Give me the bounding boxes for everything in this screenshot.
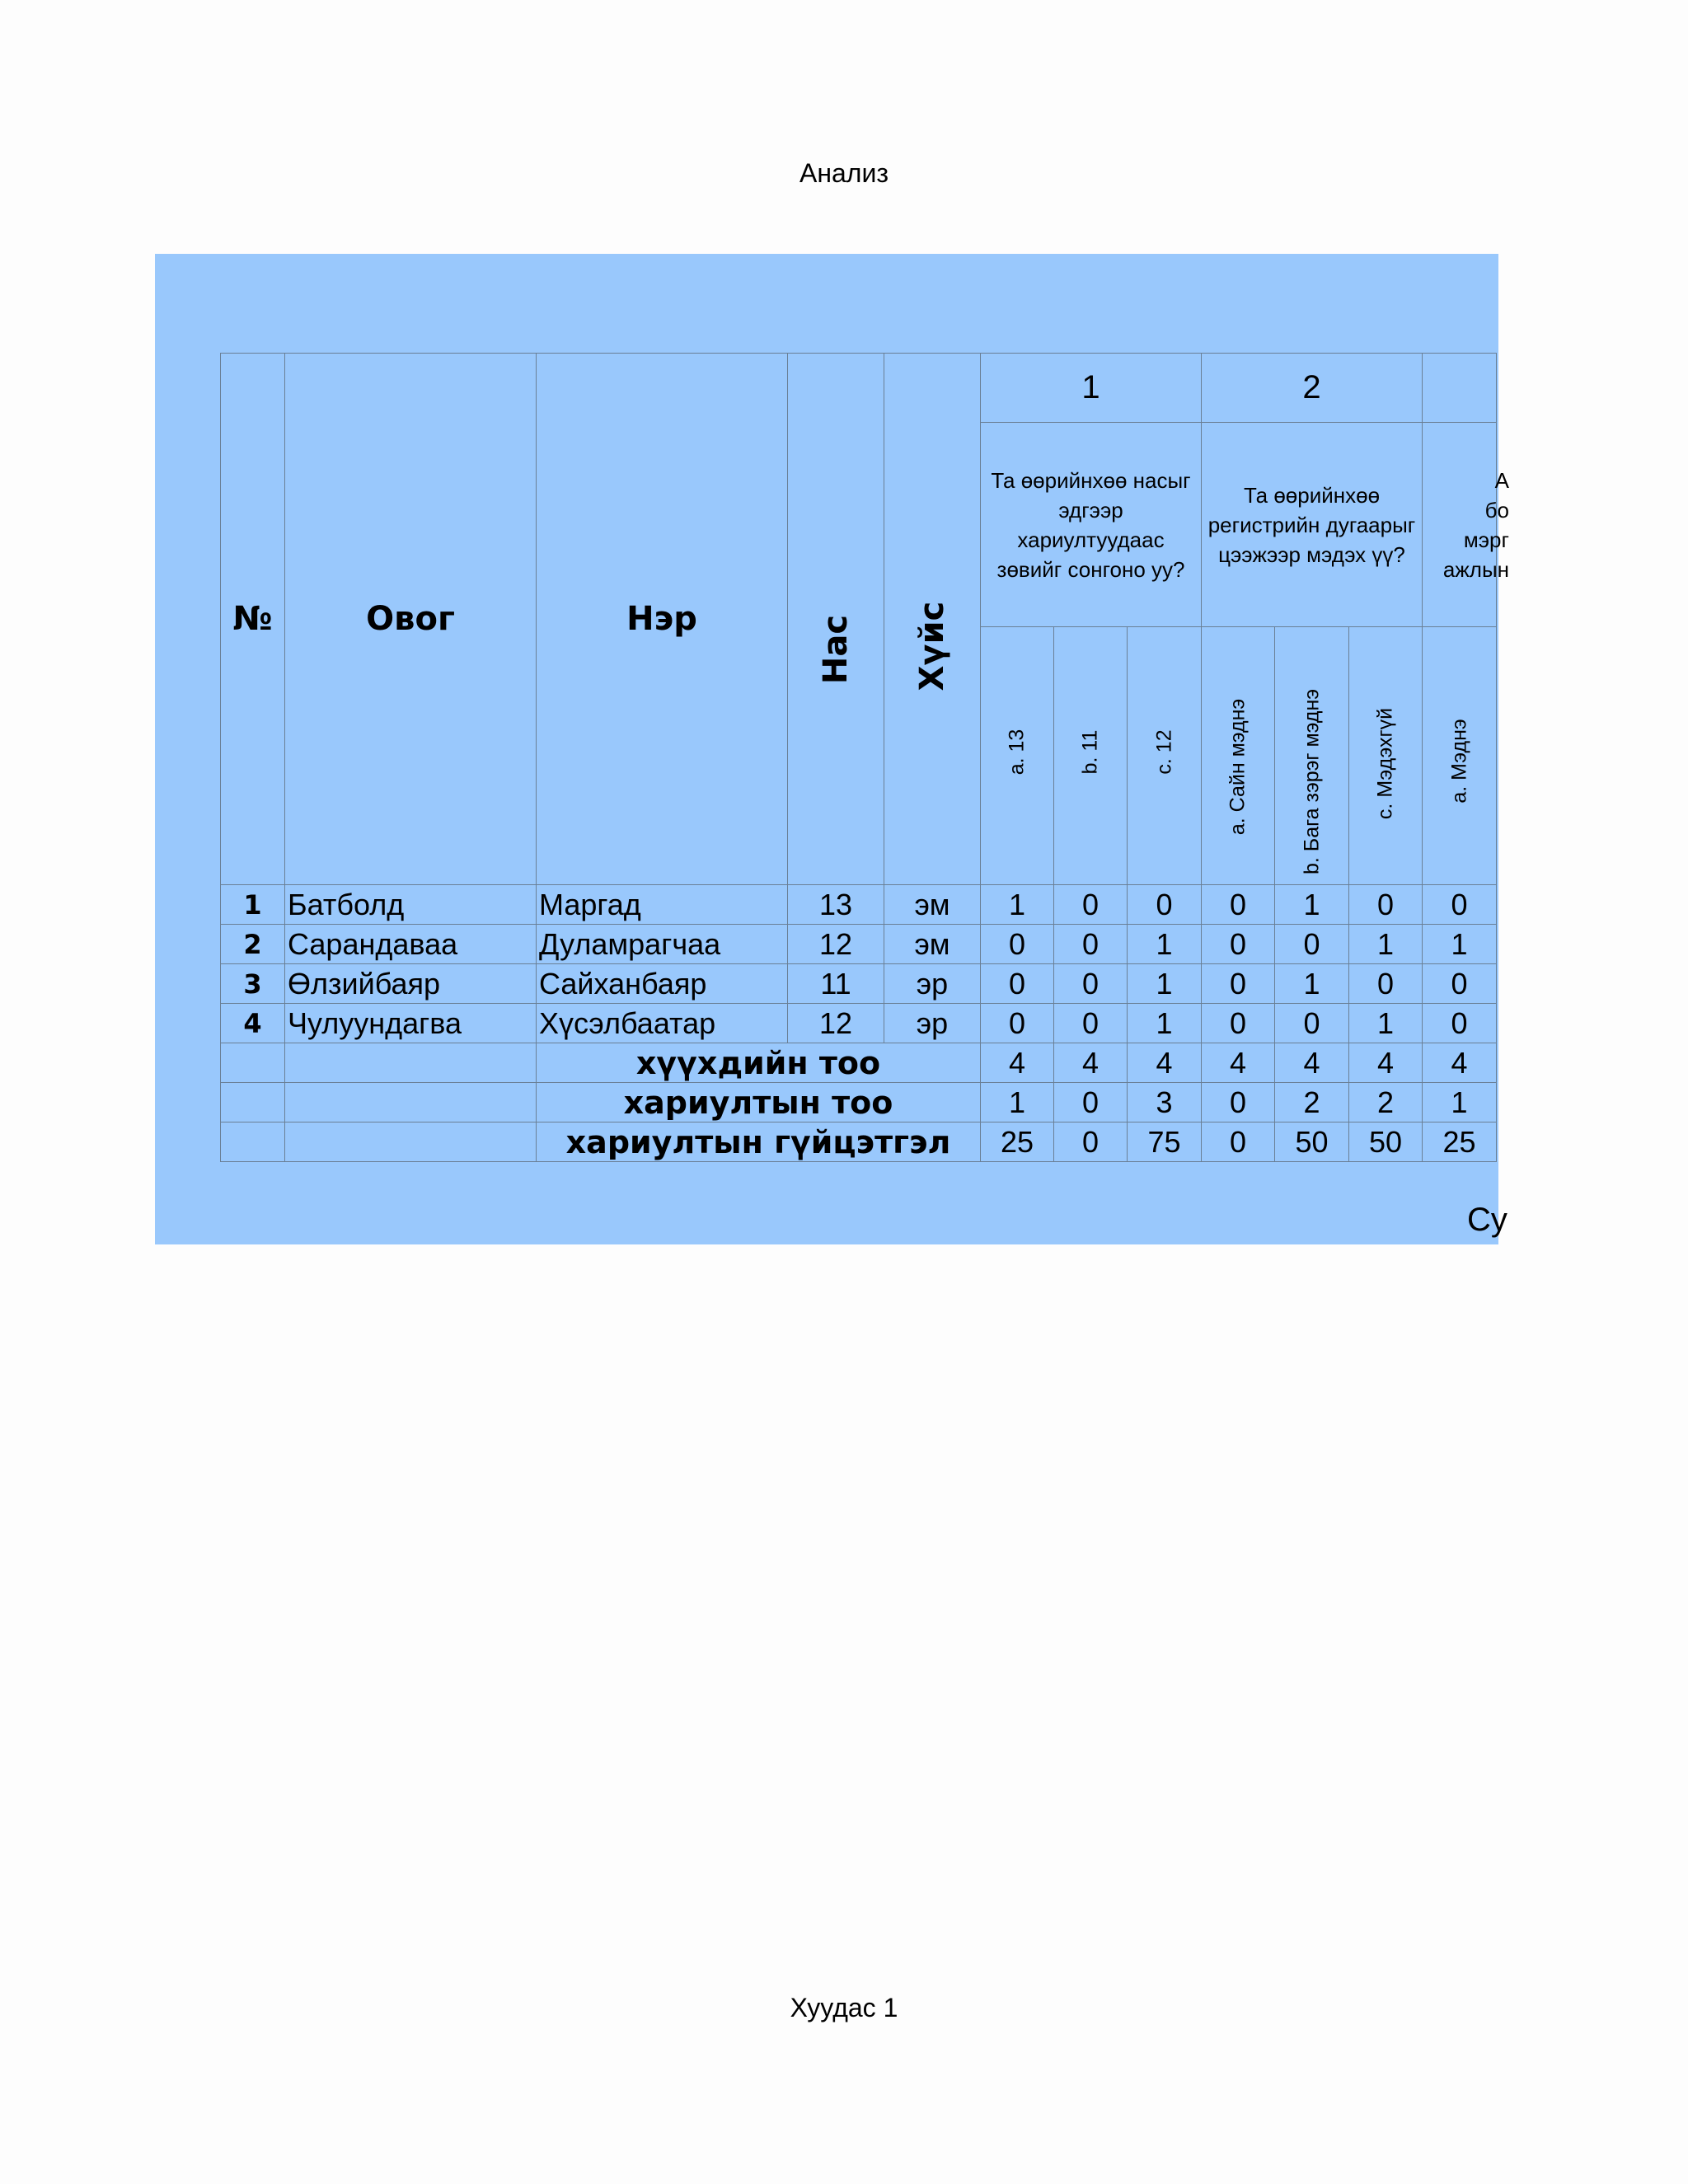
summary-empty-cell bbox=[285, 1083, 537, 1122]
row-answer-value: 0 bbox=[1054, 925, 1128, 964]
header-age-label: Нас bbox=[817, 614, 855, 685]
option-2b-label: b. Бага зэрэг мэднэ bbox=[1300, 688, 1323, 875]
summary-empty-cell bbox=[221, 1122, 285, 1162]
row-answer-value: 0 bbox=[1202, 964, 1275, 1004]
summary-row bbox=[221, 1083, 1497, 1122]
row-answer-value: 0 bbox=[1054, 964, 1128, 1004]
row-answer-value: 1 bbox=[1275, 885, 1349, 925]
row-answer-value: 1 bbox=[1349, 925, 1423, 964]
row-number: 3 bbox=[221, 964, 285, 1004]
row-gender: эр bbox=[884, 964, 981, 1004]
table-row bbox=[221, 885, 1497, 925]
row-gender: эм bbox=[884, 885, 981, 925]
row-answer-value: 0 bbox=[1275, 1004, 1349, 1043]
row-answer-value: 0 bbox=[1349, 885, 1423, 925]
row-surname: Сарандаваа bbox=[285, 925, 537, 964]
row-answer-value: 0 bbox=[981, 964, 1054, 1004]
option-1a-label: a. 13 bbox=[1005, 729, 1029, 776]
row-gender: эр bbox=[884, 1004, 981, 1043]
row-answer-value: 0 bbox=[1202, 925, 1275, 964]
summary-value: 4 bbox=[1349, 1043, 1423, 1083]
page-header: Анализ bbox=[799, 158, 889, 188]
summary-value: 2 bbox=[1349, 1083, 1423, 1122]
summary-value: 1 bbox=[981, 1083, 1054, 1122]
row-name: Хүсэлбаатар bbox=[537, 1004, 788, 1043]
summary-value: 4 bbox=[981, 1043, 1054, 1083]
row-surname: Батболд bbox=[285, 885, 537, 925]
question-1-text: Та өөрийнхөө насыг эдгээр хариултуудаас зөвийг сонгоно уу? bbox=[981, 423, 1202, 627]
row-answer-value: 0 bbox=[981, 925, 1054, 964]
table-row bbox=[221, 1004, 1497, 1043]
summary-empty-cell bbox=[285, 1043, 537, 1083]
table-row bbox=[221, 925, 1497, 964]
row-age: 12 bbox=[788, 1004, 884, 1043]
row-gender: эм bbox=[884, 925, 981, 964]
row-answer-value: 1 bbox=[1275, 964, 1349, 1004]
row-age: 11 bbox=[788, 964, 884, 1004]
summary-value: 50 bbox=[1349, 1122, 1423, 1162]
summary-row bbox=[221, 1122, 1497, 1162]
summary-value: 25 bbox=[981, 1122, 1054, 1162]
summary-value: 4 bbox=[1054, 1043, 1128, 1083]
row-name: Маргад bbox=[537, 885, 788, 925]
row-answer-value: 0 bbox=[1275, 925, 1349, 964]
question-2-number: 2 bbox=[1202, 354, 1423, 423]
question-3-text-cut: А бо мэрг ажлын bbox=[1442, 467, 1509, 582]
question-1-number: 1 bbox=[981, 354, 1202, 423]
summary-value: 3 bbox=[1128, 1083, 1202, 1122]
summary-value: 2 bbox=[1275, 1083, 1349, 1122]
summary-label: хариултын гүйцэтгэл bbox=[537, 1122, 981, 1162]
page-footer: Хуудас 1 bbox=[790, 1993, 898, 2022]
question-2-text: Та өөрийнхөө регистрийн дугаарыг цээжээр мэдэх үү? bbox=[1202, 423, 1423, 627]
summary-row bbox=[221, 1043, 1497, 1083]
row-answer-value: 0 bbox=[1423, 1004, 1497, 1043]
row-surname: Чулуундагва bbox=[285, 1004, 537, 1043]
row-answer-value: 1 bbox=[1128, 964, 1202, 1004]
summary-label: хүүхдийн тоо bbox=[537, 1043, 981, 1083]
row-answer-value: 1 bbox=[1423, 925, 1497, 964]
summary-value: 0 bbox=[1202, 1122, 1275, 1162]
row-number: 1 bbox=[221, 885, 285, 925]
option-1c-label: c. 12 bbox=[1152, 729, 1175, 775]
row-answer-value: 1 bbox=[981, 885, 1054, 925]
table-row bbox=[221, 964, 1497, 1004]
row-answer-value: 1 bbox=[1349, 1004, 1423, 1043]
row-answer-value: 0 bbox=[1423, 964, 1497, 1004]
summary-value: 50 bbox=[1275, 1122, 1349, 1162]
row-age: 12 bbox=[788, 925, 884, 964]
summary-empty-cell bbox=[221, 1043, 285, 1083]
summary-empty-cell bbox=[285, 1122, 537, 1162]
option-1a bbox=[981, 627, 1054, 885]
row-answer-value: 0 bbox=[1128, 885, 1202, 925]
row-answer-value: 0 bbox=[1054, 1004, 1128, 1043]
row-answer-value: 0 bbox=[981, 1004, 1054, 1043]
header-gender bbox=[884, 354, 981, 885]
spreadsheet-area bbox=[155, 254, 1509, 1244]
header-no: № bbox=[221, 354, 285, 885]
summary-value: 1 bbox=[1423, 1083, 1497, 1122]
option-2a-label: a. Сайн мэднэ bbox=[1226, 698, 1250, 836]
option-3a bbox=[1423, 627, 1497, 885]
row-name: Сайханбаяр bbox=[537, 964, 788, 1004]
summary-value: 0 bbox=[1054, 1083, 1128, 1122]
row-answer-value: 1 bbox=[1128, 925, 1202, 964]
option-2a bbox=[1202, 627, 1275, 885]
row-answer-value: 0 bbox=[1349, 964, 1423, 1004]
summary-value: 4 bbox=[1275, 1043, 1349, 1083]
row-age: 13 bbox=[788, 885, 884, 925]
summary-empty-cell bbox=[221, 1083, 285, 1122]
summary-value: 25 bbox=[1423, 1122, 1497, 1162]
header-surname: Овог bbox=[285, 354, 537, 885]
header-age bbox=[788, 354, 884, 885]
row-name: Дуламрагчаа bbox=[537, 925, 788, 964]
option-2c-label: c. Мэдэхгүй bbox=[1373, 707, 1397, 820]
option-1c bbox=[1128, 627, 1202, 885]
row-answer-value: 1 bbox=[1128, 1004, 1202, 1043]
option-1b bbox=[1054, 627, 1128, 885]
summary-value: 0 bbox=[1202, 1083, 1275, 1122]
question-3-text bbox=[1423, 423, 1509, 627]
summary-value: 75 bbox=[1128, 1122, 1202, 1162]
row-number: 4 bbox=[221, 1004, 285, 1043]
row-surname: Өлзийбаяр bbox=[285, 964, 537, 1004]
survey-table bbox=[220, 353, 1509, 1162]
summary-value: 4 bbox=[1128, 1043, 1202, 1083]
summary-value: 0 bbox=[1054, 1122, 1128, 1162]
cut-off-text: Су bbox=[1467, 1202, 1507, 1238]
row-answer-value: 0 bbox=[1202, 1004, 1275, 1043]
option-3a-label: a. Мэднэ bbox=[1447, 719, 1470, 804]
header-gender-label: Хүйс bbox=[913, 601, 951, 691]
summary-value: 4 bbox=[1202, 1043, 1275, 1083]
row-answer-value: 0 bbox=[1423, 885, 1497, 925]
row-number: 2 bbox=[221, 925, 285, 964]
summary-value: 4 bbox=[1423, 1043, 1497, 1083]
option-2c bbox=[1349, 627, 1423, 885]
row-answer-value: 0 bbox=[1202, 885, 1275, 925]
question-3-number bbox=[1423, 354, 1497, 423]
header-name: Нэр bbox=[537, 354, 788, 885]
summary-label: хариултын тоо bbox=[537, 1083, 981, 1122]
row-answer-value: 0 bbox=[1054, 885, 1128, 925]
option-2b bbox=[1275, 627, 1349, 885]
option-1b-label: b. 11 bbox=[1078, 729, 1102, 775]
